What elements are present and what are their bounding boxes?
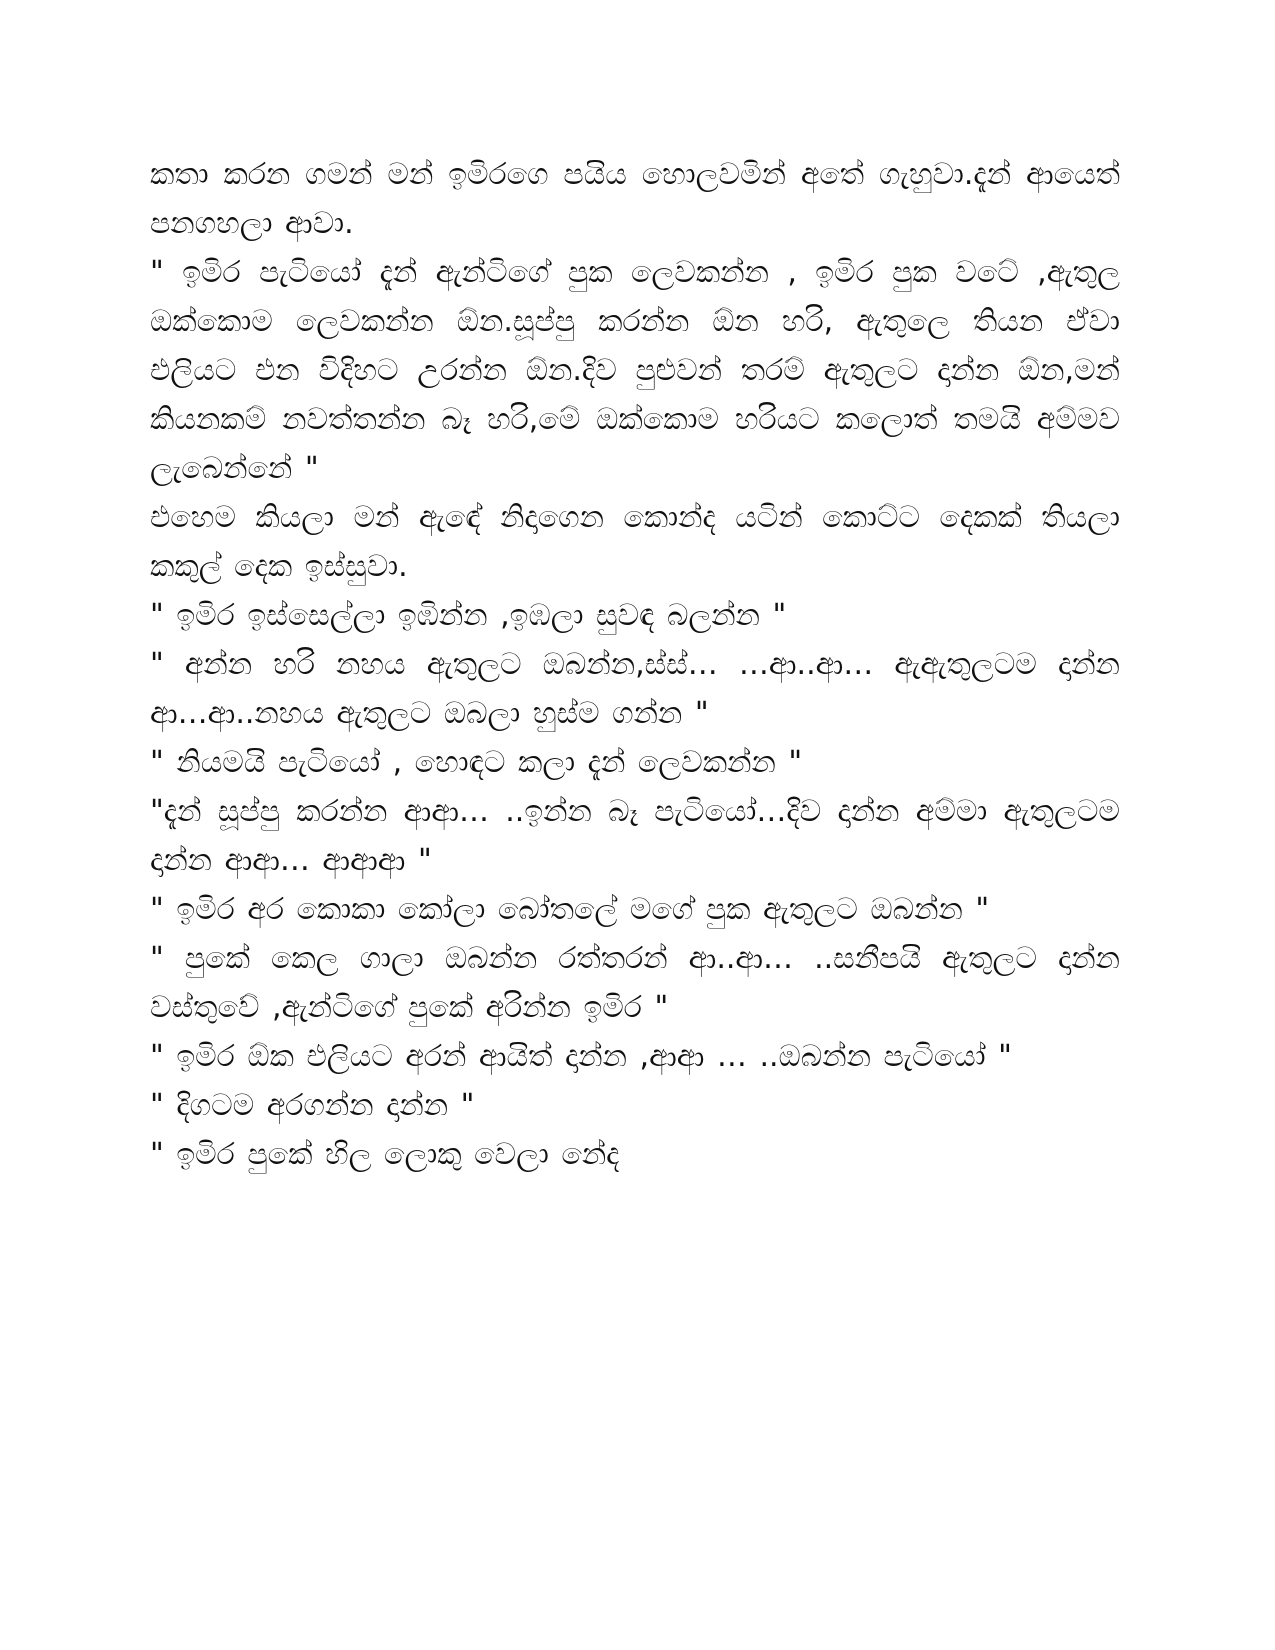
paragraph-3: එහෙම කියලා මන් ඇඳේ නිදාගෙන කොන්ද යටින් කොට්ට දෙකක් තියලා කකුල් දෙක ඉස්සුවා. (150, 500, 1120, 584)
paragraph-4: " ඉමිර ඉස්සෙල්ලා ඉඹින්න ,ඉඹලා සුවඳ බලන්න " (150, 598, 787, 633)
paragraph-7: "දැන් සූප්පු කරන්න ආආ… ..ඉන්න බෑ පැටියෝ…දිව දාන්න අම්මා ඇතුලටම දාන්න ආආ… ආආආ " (150, 794, 1120, 878)
paragraph-5: " අන්න හරි නහය ඇතුලට ඔබන්න,ස්ස්… …ආ..ආ… ඇඇතුලටම දාන්න ආ…ආ..නහය ඇතුලට ඔබලා හුස්ම ගන්න " (150, 647, 1120, 731)
story-text (150, 150, 1120, 1179)
paragraph-12: " ඉමිර පුකේ හිල ලොකු වෙලා නේද (150, 1137, 620, 1172)
paragraph-10: " ඉමිර ඕක එලියට අරන් ආයිත් දාන්න ,ආආ … ..ඔබන්න පැටියෝ " (150, 1039, 1012, 1074)
paragraph-1: කතා කරන ගමන් මන් ඉමිරගෙ පයිය හොලවමින් අතේ ගැහුවා.දැන් ආයෙත් පනගහලා ආවා. (150, 157, 1120, 241)
paragraph-11: " දිගටම අරගන්න දාන්න " (150, 1088, 475, 1123)
paragraph-2: " ඉමිර පැටියෝ දැන් ඇන්ටිගේ පුක ලෙවකන්න , ඉමිර පුක වටේ ,ඇතුල ඔක්කොම ලෙවකන්න ඕන.සූප්පු කරන්න ඕන හරි, ඇතුලෙ තියන ඒවා එලියට එන විදිහට උරන්න ඕන.දිව පුළුවන් තරම් ඇතුලට දාන්න ඕන,මන් කියනකම් නවත්තන්න බෑ හරි,මේ ඔක්කොම හරියට කලොත් තමයි අම්මව ලැබෙන්නේ " (150, 255, 1120, 486)
paragraph-9: " පුකේ කෙල ගාලා ඔබන්න රත්තරන් ආ..ආ… ..සනීපයි ඇතුලට දාන්න වස්තුවේ ,ඇන්ටිගේ පුකේ අරින්න ඉමිර " (150, 941, 1120, 1025)
paragraph-8: " ඉමිර අර කොකා කෝලා බෝතලේ මගේ පුක ඇතුලට ඔබන්න " (150, 892, 990, 927)
paragraph-6: " නියමයි පැටියෝ , හොඳට කලා දැන් ලෙවකන්න " (150, 745, 803, 780)
